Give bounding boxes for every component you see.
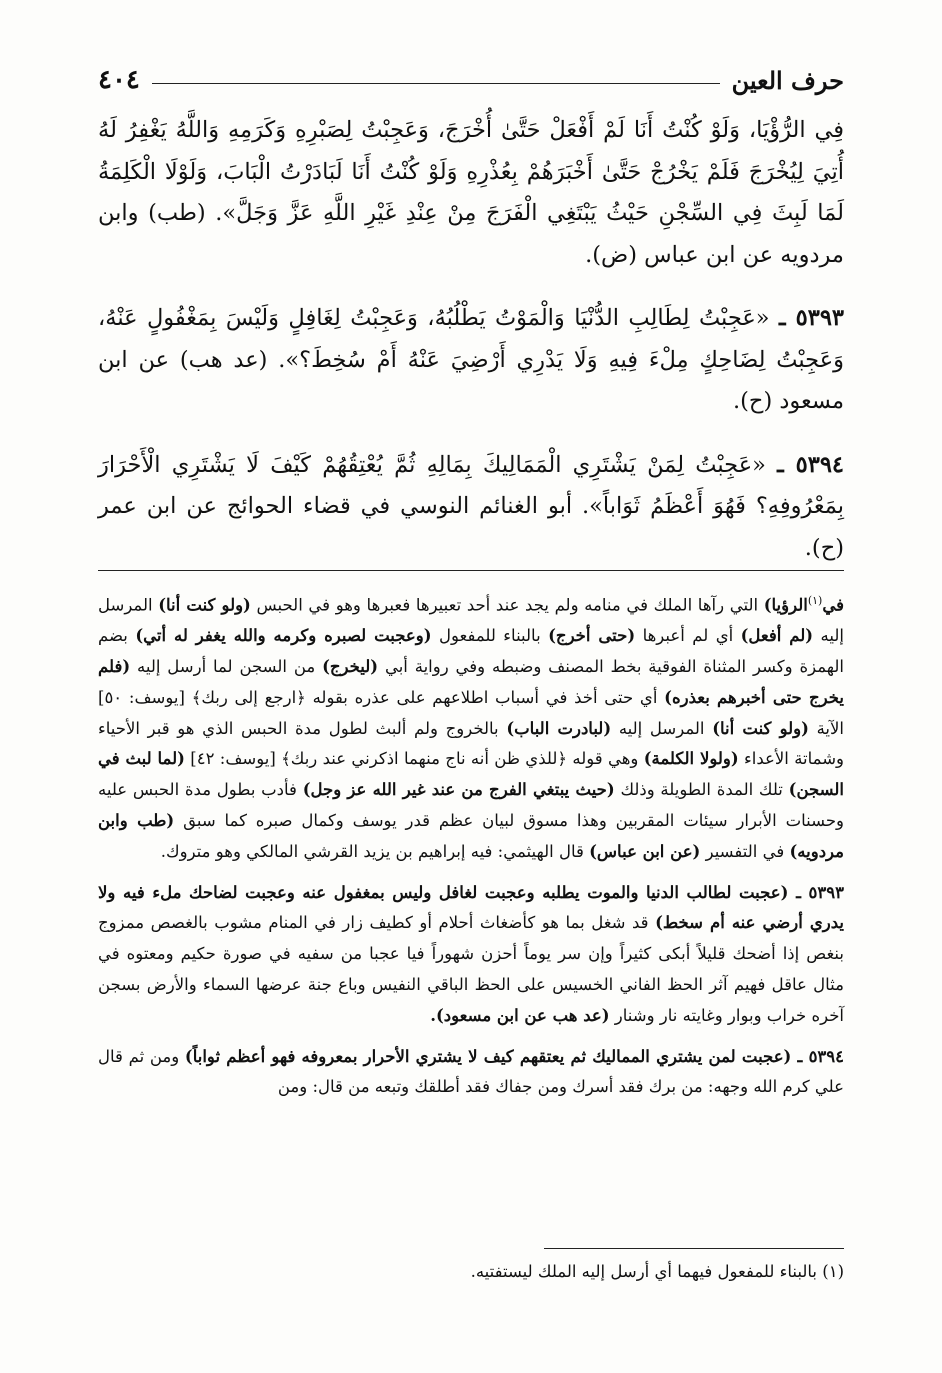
commentary-paragraph bbox=[98, 1042, 844, 1104]
commentary-text: وهي قوله ﴿للذي ظن أنه ناج منهما اذكرني عند ربك﴾ [يوسف: ٤٢] bbox=[184, 749, 644, 769]
commentary-text: أي لم أعبرها bbox=[635, 626, 741, 646]
bold-phrase: (وعجبت لصبره وكرمه والله يغفر له أتي) bbox=[135, 626, 432, 646]
hadith-text: «عَجِبْتُ لِطَالِبِ الدُّنْيَا وَالْمَوْتُ يَطْلُبُهُ، وَعَجِبْتُ لِغَافِلٍ وَلَيْسَ بِمَغْفُولٍ عَنْهُ، وَعَجِبْتُ لِضَاحِكٍ مِلْءَ فِيهِ وَلَا يَدْرِي أَرْضِيَ عَنْهُ أَمْ سُخِطَ؟». (عد هب) عن ابن مسعود (ح). bbox=[98, 305, 844, 414]
commentary-text: التي رآها الملك في منامه ولم يجد عند أحد تعبيرها فعبرها وهو في الحبس bbox=[250, 595, 764, 615]
hadith-number: ٥٣٩٤ ـ bbox=[777, 451, 844, 478]
commentary-text: تلك المدة الطويلة وذلك bbox=[614, 780, 789, 800]
bold-phrase: (ليخرج) bbox=[322, 657, 379, 677]
bold-phrase: (لم أفعل) bbox=[740, 626, 814, 646]
footnote: (١) بالبناء للمفعول فيهما أي أرسل إليه الملك ليستفتيه. bbox=[470, 1262, 844, 1281]
bold-phrase: (حيث يبتغي الفرج من عند غير الله عز وجل) bbox=[302, 780, 615, 800]
bold-phrase: (لبادرت الباب) bbox=[506, 718, 612, 738]
commentary-text: أي حتى أخذ في أسباب اطلاعهم على عذره بقوله ﴿ارجع إلى ربك﴾ [يوسف: ٥٠] الآية bbox=[98, 687, 845, 738]
chapter-title: حرف العين bbox=[731, 65, 844, 95]
bold-phrase: ٥٣٩٤ ـ (عجبت لمن يشتري المماليك ثم يعتقهم كيف لا يشتري الأحرار بمعروفه فهو أعظم ثواباً) bbox=[184, 1046, 845, 1066]
bold-phrase: (طب وابن مردويه) bbox=[98, 811, 844, 861]
bold-phrase: الرؤيا) bbox=[763, 595, 808, 615]
bold-phrase: (لما لبث في السجن) bbox=[98, 749, 844, 800]
bold-phrase: (فلم يخرج حتى أخبرهم بعذره) bbox=[98, 657, 844, 707]
footnote-ref: (١) bbox=[807, 594, 823, 607]
page-number: ٤٠٤ bbox=[98, 65, 140, 95]
commentary-text: المرسل إليه bbox=[611, 718, 713, 738]
hadith-5393 bbox=[98, 298, 844, 423]
commentary-paragraph bbox=[98, 878, 844, 1032]
footnote-separator bbox=[544, 1248, 844, 1249]
hadith-continuation: فِي الرُّؤْيَا، وَلَوْ كُنْتُ أَنَا لَمْ أَفْعَلْ حَتَّىٰ أُخْرَجَ، وَعَجِبْتُ لِصَبْرِهِ وَكَرَمِهِ وَاللَّهُ يَغْفِرُ لَهُ أُتِيَ لِيُخْرَجَ فَلَمْ يَخْرُجْ حَتَّىٰ أَخْبَرَهُمْ بِعُذْرِهِ وَلَوْ كُنْتُ أَنَا لَبَادَرْتُ الْبَابَ، وَلَوْلَا الْكَلِمَةُ لَمَا لَبِثَ فِي السِّجْنِ حَيْثُ يَبْتَغِي الْفَرَجَ مِنْ عِنْدِ غَيْرِ اللَّهِ عَزَّ وَجَلَّ». (طب) وابن مردويه عن ابن عباس (ض). bbox=[98, 117, 844, 268]
commentary-paragraph bbox=[98, 586, 844, 868]
commentary-lead: في bbox=[822, 595, 844, 615]
main-text bbox=[98, 110, 844, 569]
header-rule bbox=[152, 83, 720, 84]
commentary-text: قد شغل بما هو كأضغاث أحلام أو كطيف زار في المنام مشوب بالغصص ممزوج بنغص إذا أضحك قليلاً أبكى كثيراً وإن سر يوماً أحزن شهوراً فيا عجبا من سفيه في صورة حكيم ومعتوه في مثال عاقل فهيم آثر الحظ الفاني الخسيس على الحظ الباقي النفيس وباع جنة عرضها السماء والأرض بسجن آخره خراب وبوار وغايته نار وشنار bbox=[98, 913, 844, 1025]
commentary-separator bbox=[98, 570, 844, 571]
commentary-text: قال الهيثمي: فيه إبراهيم بن يزيد القرشي المالكي وهو متروك. bbox=[160, 841, 590, 861]
hadith-number: ٥٣٩٣ ـ bbox=[778, 305, 845, 331]
commentary-text: ومن ثم قال علي كرم الله وجهه: من برك فقد أسرك ومن جفاك فقد أطلقك وتبعه من قال: ومن bbox=[98, 1046, 844, 1097]
commentary-text: بالبناء للمفعول bbox=[431, 626, 549, 646]
commentary-text: فأدب بطول مدة الحبس عليه وحسنات الأبرار سيئات المقربين وهذا مسوق لبيان عظم قدر يوسف وكمال صبره كما سبق bbox=[98, 780, 845, 831]
bold-phrase: (عن ابن عباس) bbox=[589, 841, 701, 861]
page-header bbox=[98, 60, 844, 100]
commentary-text: بالخروج ولم ألبث لطول مدة الحبس الذي هو قبر الأحياء وشماتة الأعداء bbox=[98, 718, 844, 769]
commentary-text: في التفسير bbox=[700, 841, 790, 861]
hadith-5394 bbox=[98, 445, 844, 570]
hadith-text: «عَجِبْتُ لِمَنْ يَشْتَرِي الْمَمَالِيكَ بِمَالِهِ ثُمَّ يُعْتِقُهُمْ كَيْفَ لَا يَشْتَرِي الْأَحْرَارَ بِمَعْرُوفِهِ؟ فَهُوَ أَعْظَمُ ثَوَاباً». أبو الغنائم النوسي في قضاء الحوائج عن ابن عمر (ح). bbox=[98, 451, 844, 561]
commentary bbox=[98, 586, 844, 1103]
bold-phrase: (ولو كنت أنا) bbox=[712, 718, 809, 738]
commentary-text: من السجن لما أرسل إليه bbox=[130, 657, 323, 677]
bold-phrase: (عد هب عن ابن مسعود). bbox=[430, 1005, 610, 1025]
commentary-text: بضم الهمزة وكسر المثناة الفوقية بخط المصنف وضبطه وفي رواية أبي bbox=[98, 626, 844, 677]
bold-phrase: (حتى أخرج) bbox=[548, 626, 636, 646]
commentary-text: المرسل إليه bbox=[98, 595, 844, 646]
bold-phrase: (ولو كنت أنا) bbox=[158, 595, 251, 615]
bold-phrase: ٥٣٩٣ ـ (عجبت لطالب الدنيا والموت يطلبه وعجبت لغافل وليس بمغفول عنه وعجبت لضاحك ملء فيه ولا يدري أرضي عنه أم سخط) bbox=[98, 882, 844, 933]
bold-phrase: (ولولا الكلمة) bbox=[643, 749, 739, 769]
